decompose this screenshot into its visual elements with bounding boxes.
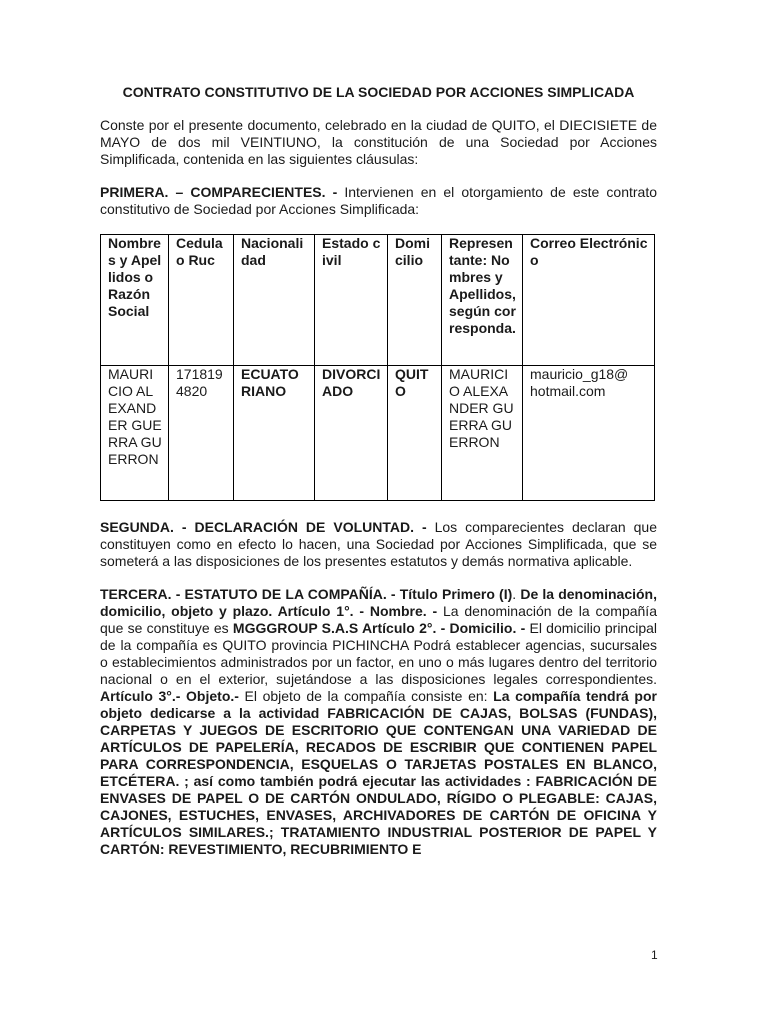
clause-primera	[100, 184, 657, 218]
tercera-article-1: De la denominación, domicilio, objeto y plazo. Artículo 1°. - Nombre. -	[100, 586, 657, 619]
table-cell-representative: MAURICIO ALEXANDER GUERRA GUERRON	[442, 366, 523, 501]
tercera-article-3: Artículo 3°.- Objeto.-	[100, 688, 239, 704]
tercera-text: La denominación de la compañía que se constituye es	[100, 603, 657, 636]
clause-segunda-heading: SEGUNDA. - DECLARACIÓN DE VOLUNTAD. -	[100, 519, 427, 535]
clause-segunda-text: Los comparecientes declaran que constituyen como en efecto lo hacen, una Sociedad por Acciones Simplificada, que se someterá a las disposiciones de los presentes estatutos y demás normativa aplicable.	[100, 519, 657, 569]
comparecientes-table	[100, 234, 655, 501]
table-header-cell: Nacionalidad	[234, 235, 315, 366]
document-title: CONTRATO CONSTITUTIVO DE LA SOCIEDAD POR ACCIONES SIMPLICADA	[122, 84, 635, 100]
tercera-object-text: La compañía tendrá por objeto dedicarse a la actividad FABRICACIÓN DE CAJAS, BOLSAS (FUNDAS), CARPETAS Y JUEGOS DE ESCRITORIO QUE CONTENGAN UNA VARIEDAD DE ARTÍCULOS DE PAPELERÍA, RECADOS DE ESCRIBIR QUE CONTIENEN PAPEL PARA CORRESPONDENCIA, ESQUELAS O TARJETAS POSTALES EN BLANCO, ETCÉTERA. ; así como también podrá ejecutar las actividades : FABRICACIÓN DE ENVASES DE PAPEL O DE CARTÓN ONDULADO, RÍGIDO O PLEGABLE: CAJAS, CAJONES, ESTUCHES, ENVASES, ARCHIVADORES DE CARTÓN DE OFICINA Y ARTÍCULOS SIMILARES.; TRATAMIENTO INDUSTRIAL POSTERIOR DE PAPEL Y CARTÓN: REVESTIMIENTO, RECUBRIMIENTO E	[100, 688, 657, 857]
table-header-row	[101, 235, 655, 366]
document-page	[100, 84, 657, 858]
table-header-cell: Domicilio	[388, 235, 442, 366]
table-row	[101, 366, 655, 501]
table-header-cell: Correo Electrónico	[523, 235, 655, 366]
tercera-text: El domicilio principal de la compañía es QUITO provincia PICHINCHA Podrá establecer agencias, sucursales o establecimientos administrados por un factor, en uno o más lugares dentro del territorio nacional o en el exterior, sujetándose a las disposiciones legales correspondientes.	[100, 620, 658, 687]
table-header-cell: Cedula o Ruc	[169, 235, 234, 366]
tercera-company-name: MGGGROUP S.A.S Artículo 2°. - Domicilio. -	[232, 620, 526, 636]
clause-tercera	[100, 586, 657, 858]
table-cell-name: MAURICIO ALEXANDER GUERRA GUERRON	[101, 366, 169, 501]
table-header-cell: Estado civil	[315, 235, 388, 366]
clause-segunda	[100, 519, 657, 570]
intro-paragraph: Conste por el presente documento, celebrado en la ciudad de QUITO, el DIECISIETE de MAYO de dos mil VEINTIUNO, la constitución de una Sociedad por Acciones Simplificada, contenida en las siguientes cláusulas:	[100, 117, 657, 167]
tercera-text: .	[512, 586, 521, 602]
clause-primera-heading: PRIMERA. – COMPARECIENTES. -	[100, 184, 338, 200]
table-cell-civil-status: DIVORCIADO	[315, 366, 388, 501]
table-cell-nationality: ECUATORIANO	[234, 366, 315, 501]
clause-primera-text: Intervienen en el otorgamiento de este contrato constitutivo de Sociedad por Acciones Simplificada:	[100, 184, 657, 217]
table-cell-email: mauricio_g18@ hotmail.com	[523, 366, 655, 501]
table-cell-cedula: 1718194820	[169, 366, 234, 501]
tercera-heading: TERCERA. - ESTATUTO DE LA COMPAÑÍA. - Título Primero (I)	[100, 586, 513, 602]
tercera-text: El objeto de la compañía consiste en:	[238, 688, 494, 704]
table-header-cell: Nombres y Apellidos o Razón Social	[101, 235, 169, 366]
table-header-cell: Representante: Nombres y Apellidos, según corresponda.	[442, 235, 523, 366]
table-cell-domicile: QUITO	[388, 366, 442, 501]
page-number: 1	[651, 948, 658, 962]
